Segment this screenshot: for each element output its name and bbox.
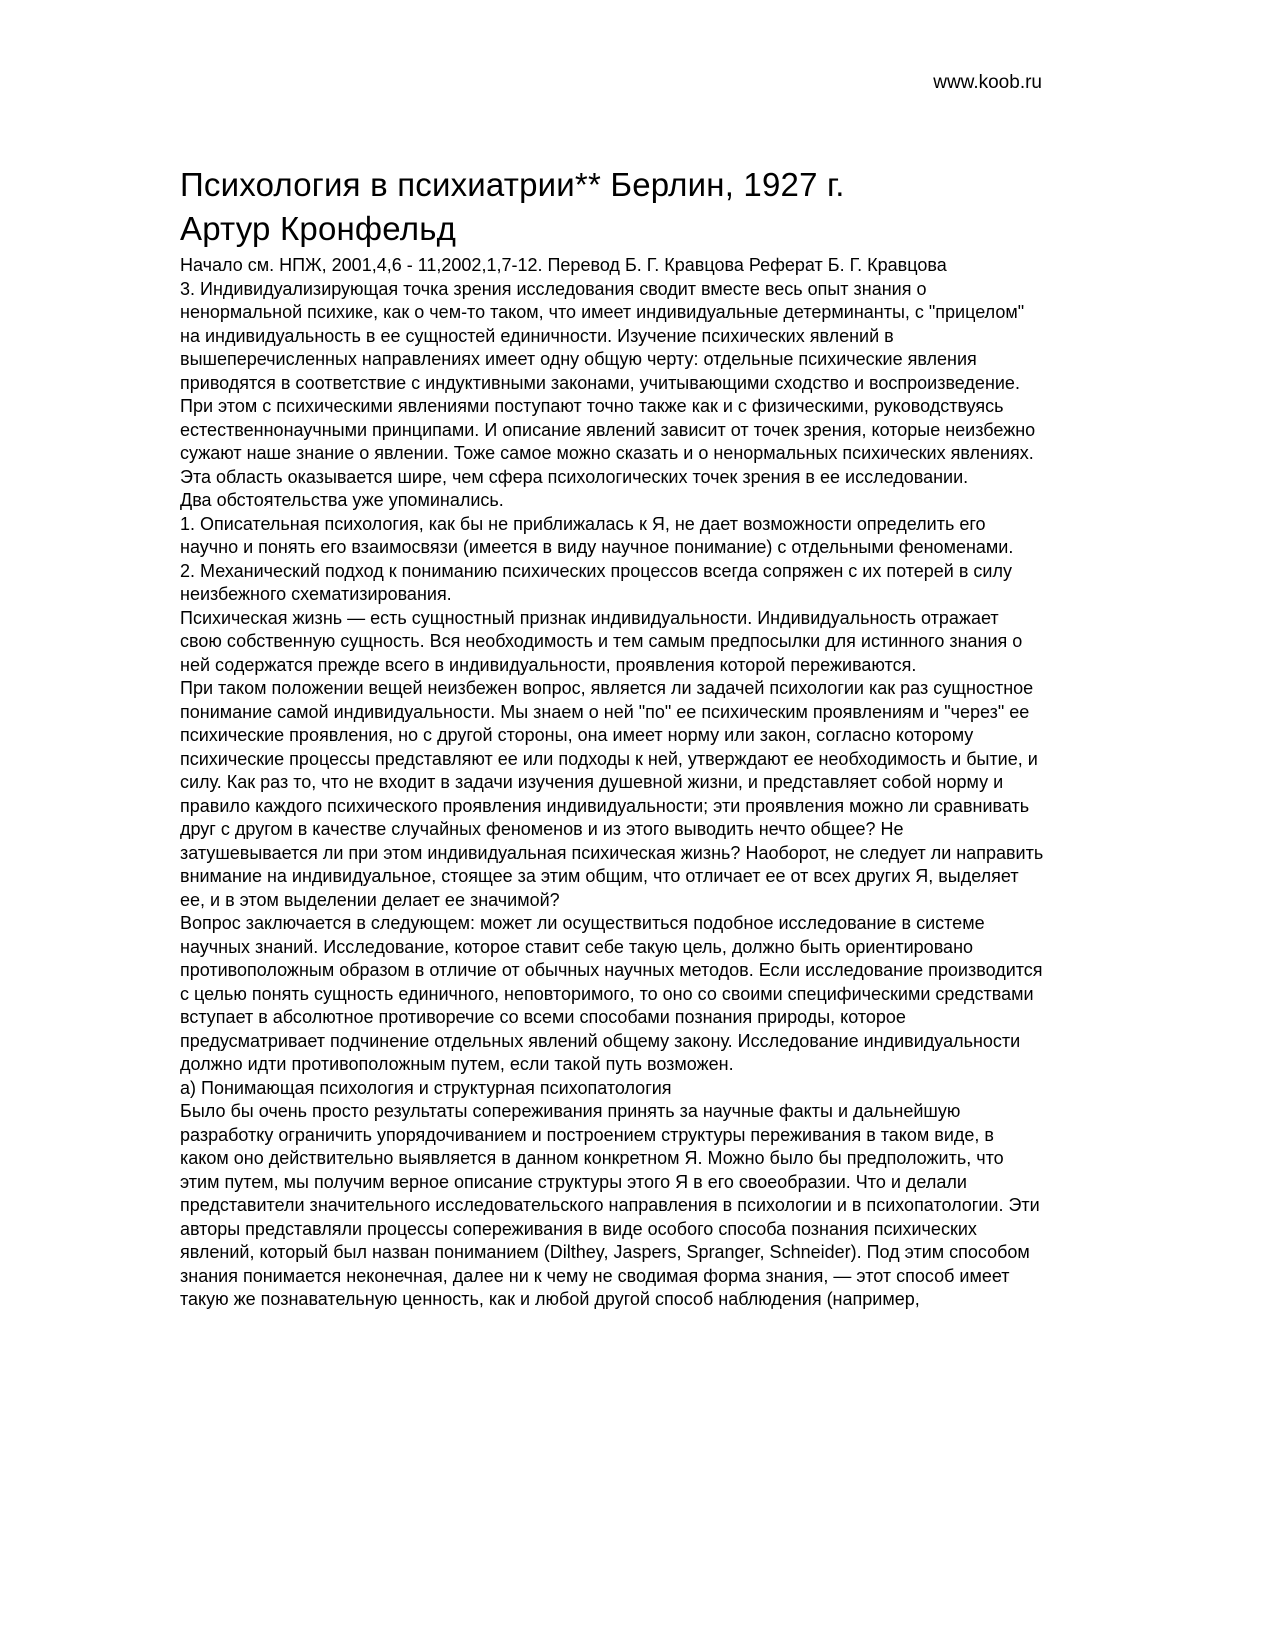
paragraph: Начало см. НПЖ, 2001,4,6 - 11,2002,1,7-12. Перевод Б. Г. Кравцова Реферат Б. Г. Кравцова (180, 255, 947, 276)
document-body (180, 254, 1045, 1312)
paragraph: Психическая жизнь — есть сущностный признак индивидуальности. Индивидуальность отражает свою собственную сущность. Вся необходимость и тем самым предпосылки для истинного знания о ней содержатся прежде всего в индивидуальности, проявления которой переживаются. (180, 607, 1023, 675)
paragraph: 3. Индивидуализирующая точка зрения исследования сводит вместе весь опыт знания о ненормальной психике, как о чем-то таком, что имеет индивидуальные детерминанты, с "прицелом" на индивидуальность в ее сущностей единичности. Изучение психических явлений в вышеперечисленных направлениях имеет одну общую черту: отдельные психические явления приводятся в соответствие с индуктивными законами, учитывающими сходство и воспроизведение. При этом с психическими явлениями поступают точно также как и с физическими, руководствуясь естественнонаучными принципами. И описание явлений зависит от точек зрения, которые неизбежно сужают наше знание о явлении. Тоже самое можно сказать и о ненормальных психических явлениях. Эта область оказывается шире, чем сфера психологических точек зрения в ее исследовании. (180, 278, 1036, 487)
paragraph: Вопрос заключается в следующем: может ли осуществиться подобное исследование в системе научных знаний. Исследование, которое ставит себе такую цель, должно быть ориентировано противоположным образом в отличие от обычных научных методов. Если исследование производится с целью понять сущность единичного, неповторимого, то оно со своими специфическими средствами вступает в абсолютное противоречие со всеми способами познания природы, которое предусматривает подчинение отдельных явлений общему закону. Исследование индивидуальности должно идти противоположным путем, если такой путь возможен. (180, 913, 1043, 1075)
paragraph: Два обстоятельства уже упоминались. (180, 490, 504, 511)
paragraph: При таком положении вещей неизбежен вопрос, является ли задачей психологии как раз сущностное понимание самой индивидуальности. Мы знаем о ней "по" ее психическим проявлениям и "через" ее психические проявления, но с другой стороны, она имеет норму или закон, согласно которому психические процессы представляют ее или подходы к ней, утверждают ее необходимость и бытие, и силу. Как раз то, что не входит в задачи изучения душевной жизни, и представляет собой норму и правило каждого психического проявления индивидуальности; эти проявления можно ли сравнивать друг с другом в качестве случайных феноменов и из этого выводить нечто общее? Не затушевывается ли при этом индивидуальная психическая жизнь? Наоборот, не следует ли направить внимание на индивидуальное, стоящее за этим общим, что отличает ее от всех других Я, выделяет ее, и в этом выделении делает ее значимой? (180, 678, 1044, 910)
paragraph: 2. Механический подход к пониманию психических процессов всегда сопряжен с их потерей в силу неизбежного схематизирования. (180, 560, 1012, 605)
paragraph: Было бы очень просто результаты сопереживания принять за научные факты и дальнейшую разработку ограничить упорядочиванием и построением структуры переживания в таком виде, в каком оно действительно выявляется в данном конкретном Я. Можно было бы предположить, что этим путем, мы получим верное описание структуры этого Я в его своеобразии. Что и делали представители значительного исследовательского направления в психологии и в психопатологии. Эти авторы представляли процессы сопереживания в виде особого способа познания психических явлений, который был назван пониманием (Dilthey, Jaspers, Spranger, Schneider). Под этим способом знания понимается неконечная, далее ни к чему не сводимая форма знания, — этот способ имеет такую же познавательную ценность, как и любой другой способ наблюдения (например, (180, 1101, 1040, 1310)
paragraph: 1. Описательная психология, как бы не приближалась к Я, не дает возможности определить его научно и понять его взаимосвязи (имеется в виду научное понимание) с отдельными феноменами. (180, 513, 1014, 558)
site-watermark: www.koob.ru (933, 72, 1042, 93)
document-title: Психология в психиатрии** Берлин, 1927 г. (180, 166, 845, 203)
document-author: Артур Кронфельд (180, 209, 457, 247)
paragraph: а) Понимающая психология и структурная психопатология (180, 1077, 672, 1098)
document-content (180, 163, 1045, 1312)
